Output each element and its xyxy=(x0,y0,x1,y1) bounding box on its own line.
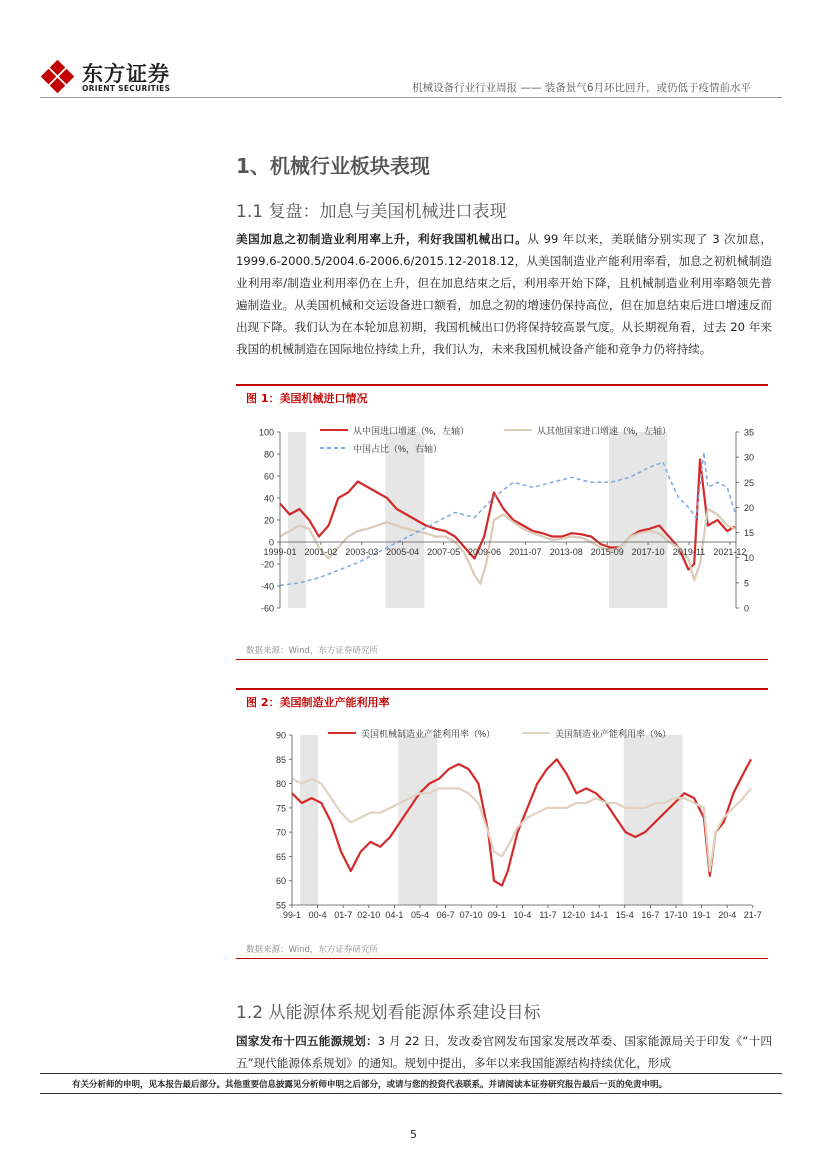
x-tick-label: 1999-01 xyxy=(263,547,297,557)
x-tick-label: 10-4 xyxy=(513,910,532,920)
subsection-heading: 1.1 复盘：加息与美国机械进口表现 xyxy=(236,202,507,222)
paragraph-fed-rate-hike xyxy=(236,228,772,360)
x-tick-label: 15-4 xyxy=(615,910,634,920)
y-tick-label: 60 xyxy=(263,471,274,482)
x-tick-label: 2011-07 xyxy=(509,547,542,557)
figure1-title: 图 1：美国机械进口情况 xyxy=(246,392,368,405)
x-tick-label: 00-4 xyxy=(308,910,327,920)
x-tick-label: 2009-06 xyxy=(467,547,502,557)
x-tick-label: 14-1 xyxy=(590,910,609,920)
legend-label-other: 从其他国家进口增速（%，左轴） xyxy=(537,426,672,436)
figure-top-rule xyxy=(236,384,768,386)
x-tick-label: 21-7 xyxy=(743,910,762,920)
x-tick-label: 01-7 xyxy=(334,910,353,920)
paragraph-lead: 美国加息之初制造业利用率上升，利好我国机械出口。 xyxy=(236,232,528,246)
figure-top-rule xyxy=(236,688,768,690)
x-tick-label: 11-7 xyxy=(539,910,557,920)
section-heading: 1、机械行业板块表现 xyxy=(236,154,430,178)
x-tick-label: 04-1 xyxy=(385,910,404,920)
footer-divider xyxy=(40,1073,782,1074)
company-name-cn: 东方证券 xyxy=(82,62,170,86)
footer-divider xyxy=(40,1093,782,1094)
hike-period-shade xyxy=(624,735,683,905)
figure2-title: 图 2：美国制造业产能利用率 xyxy=(246,696,390,709)
figure1-chart xyxy=(236,410,768,642)
y-tick-label: 100 xyxy=(258,427,274,438)
x-tick-label: 02-10 xyxy=(357,910,381,920)
x-tick-label: 12-10 xyxy=(562,910,586,920)
figure2-source: 数据来源：Wind，东方证券研究所 xyxy=(246,945,378,955)
x-tick-label: 07-10 xyxy=(459,910,483,920)
y2-tick-label: 15 xyxy=(744,528,755,539)
x-tick-label: 09-1 xyxy=(487,910,506,920)
y-tick-label: 80 xyxy=(263,449,274,460)
figure-bottom-rule xyxy=(236,958,768,959)
x-tick-label: 2001-02 xyxy=(304,547,338,557)
x-tick-label: 2019-11 xyxy=(672,547,706,557)
x-tick-label: 2017-10 xyxy=(631,547,665,557)
x-tick-label: 2005-04 xyxy=(386,547,420,557)
y2-tick-label: 35 xyxy=(744,427,755,438)
x-tick-label: 19-1 xyxy=(692,910,711,920)
hike-period-shade xyxy=(385,432,424,608)
hike-period-shade xyxy=(398,735,437,905)
hike-period-shade xyxy=(300,735,318,905)
x-tick-label: 2015-09 xyxy=(590,547,624,557)
x-tick-label: 06-7 xyxy=(436,910,455,920)
x-tick-label: 05-4 xyxy=(410,910,430,920)
y-tick-label: 40 xyxy=(263,493,274,504)
footer-disclaimer: 有关分析师的申明，见本报告最后部分。其他重要信息披露见分析师申明之后部分，或请与您的投资代表联系。并请阅读本证券研究报告最后一页的免责申明。 xyxy=(72,1080,668,1090)
figure1-source: 数据来源：Wind，东方证券研究所 xyxy=(246,646,378,656)
x-tick-label: 99-1 xyxy=(282,910,302,920)
y2-tick-label: 25 xyxy=(744,477,755,488)
y-tick-label: 90 xyxy=(275,730,286,741)
figure-bottom-rule xyxy=(236,659,768,660)
legend-label-machinery: 美国机械制造业产能利用率（%） xyxy=(361,729,496,739)
y2-tick-label: 5 xyxy=(744,578,750,589)
hike-period-shade xyxy=(609,432,667,608)
y-tick-label: 80 xyxy=(275,779,286,790)
y-tick-label: -20 xyxy=(260,559,274,570)
y-tick-label: 75 xyxy=(275,803,286,814)
x-tick-label: 2003-03 xyxy=(345,547,379,557)
y2-tick-label: 0 xyxy=(744,603,750,614)
y-tick-label: 60 xyxy=(275,876,286,887)
y-tick-label: 0 xyxy=(268,537,274,548)
legend-label-share: 中国占比（%，右轴） xyxy=(353,444,443,454)
y-tick-label: -40 xyxy=(260,581,274,592)
report-header-title: 机械设备行业行业周报 —— 装备景气6月环比回升，或仍低于疫情前水平 xyxy=(412,82,751,94)
legend-label-manufacturing: 美国制造业产能利用率（%） xyxy=(555,729,672,739)
x-tick-label: 17-10 xyxy=(664,910,688,920)
x-tick-label: 2013-08 xyxy=(549,547,583,557)
y-tick-label: 85 xyxy=(275,754,286,765)
paragraph-lead: 国家发布十四五能源规划： xyxy=(236,1034,378,1048)
paragraph-body: 3 月 22 日，发改委官网发布国家发展改革委、国家能源局关于印发《“十四五”现代能源体系规划》的通知。规划中提出，多年以来我国能源结构持续优化，形成 xyxy=(236,1034,772,1070)
y-tick-label: 20 xyxy=(263,515,274,526)
figure2-chart xyxy=(236,715,768,937)
y-tick-label: 65 xyxy=(275,851,286,862)
page-number: 5 xyxy=(410,1128,417,1141)
x-tick-label: 2007-05 xyxy=(427,547,461,557)
y2-tick-label: 10 xyxy=(744,553,755,564)
legend-label-china: 从中国进口增速（%，左轴） xyxy=(353,426,470,436)
header-divider xyxy=(40,97,782,98)
company-logo-icon xyxy=(40,58,76,94)
y-tick-label: 55 xyxy=(275,900,286,911)
y2-tick-label: 20 xyxy=(744,502,755,513)
company-name-en: ORIENT SECURITIES xyxy=(82,84,171,93)
y-tick-label: 70 xyxy=(275,827,286,838)
x-tick-label: 2021-12 xyxy=(713,547,747,557)
x-tick-label: 16-7 xyxy=(641,910,660,920)
paragraph-body: 从 99 年以来，美联储分别实现了 3 次加息，1999.6-2000.5/2004.6-2006.6/2015.12-2018.12，从美国制造业产能利用率看，加息之初机械制造业利用率/制造业利用率仍在上升，但在加息结束之后，利用率开始下降，且机械制造业利用率略领先普遍制造业。从美国机械和交运设备进口额看，加息之初的增速仍保持高位，但在加息结束后进口增速反而出现下降。我们认为在本轮加息初期，我国机械出口仍将保持较高景气度。从长期视角看，过去 20 年来我国的机械制造在国际地位持续上升，我们认为，未来我国机械设备产能和竞争力仍将持续。 xyxy=(236,232,772,356)
y2-tick-label: 30 xyxy=(744,452,755,463)
paragraph-energy-plan xyxy=(236,1030,772,1074)
subsection-heading: 1.2 从能源体系规划看能源体系建设目标 xyxy=(236,1003,541,1023)
y-tick-label: -60 xyxy=(260,603,274,614)
x-tick-label: 20-4 xyxy=(718,910,737,920)
